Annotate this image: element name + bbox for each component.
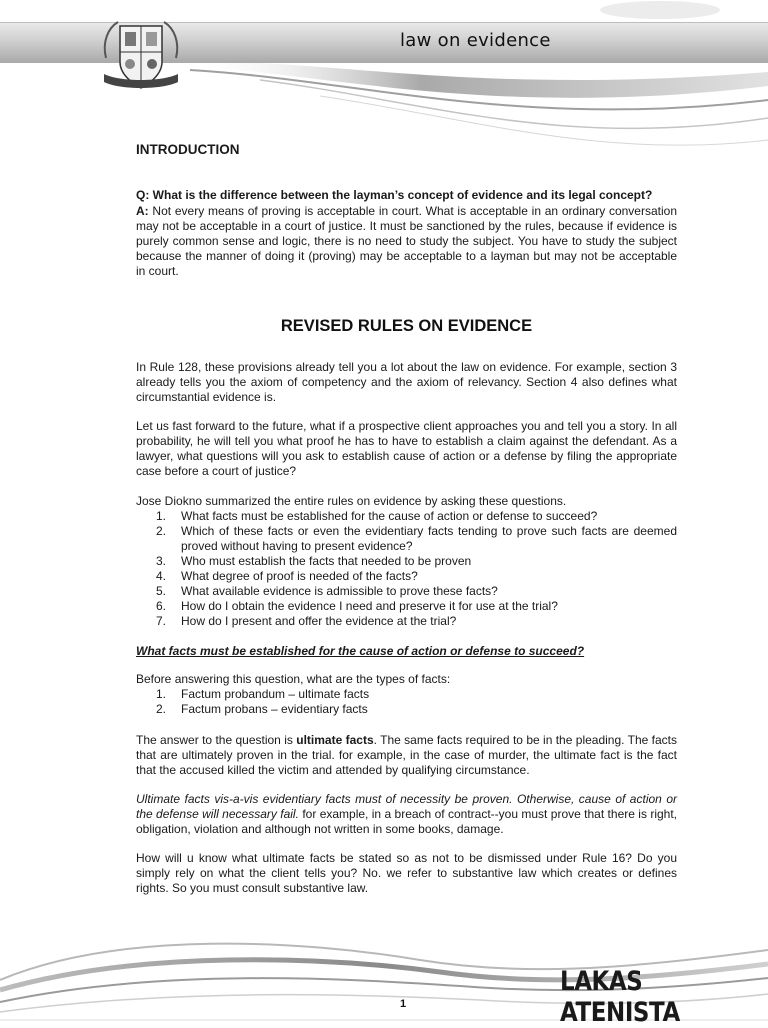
page-number: 1 [400, 998, 407, 1010]
answer-text: Not every means of proving is acceptable in court. What is acceptable in an ordinary conversation may not be acceptable in a court of justice. It must be sanctioned by the rules, because if evidence is purely common sense and logic, there is no need to study the subject. You have to study the subject because the manner of doing it (proving) may be acceptable to a layman but may not be acceptable in court. [136, 204, 677, 278]
answer-paragraph [136, 204, 677, 279]
list-item: 4. What degree of proof is needed of the facts? [156, 569, 418, 583]
list-item: 1. What facts must be established for the cause of action or defense to succeed? [156, 509, 598, 523]
list-item: 2. Which of these facts or even the evidentiary facts tending to prove such facts are deemed proved without having to present evidence? [156, 524, 677, 553]
school-crest-logo [100, 18, 182, 92]
fact-types-list [136, 687, 677, 717]
paragraph-future-client: Let us fast forward to the future, what if a prospective client approaches you and tell you a story. In all probability, he will tell you what proof he has to have to establish a claim against the defendant. As a lawyer, what questions will you ask to establish cause of action or a defense by filing the appropriate case before a court of justice? [136, 419, 677, 478]
paragraph-vis-a-vis: Ultimate facts vis-a-vis evidentiary facts must of necessity be proven. Otherwise, cause of action or the defense will necessary fail. for example, in a breach of contract--you must prove that there is right, obligation, violation and although not written in some books, damage. [136, 792, 678, 836]
ultimate-facts-bold: ultimate facts [296, 733, 374, 747]
list-item: 5. What available evidence is admissible to prove these facts? [156, 584, 498, 598]
footer-brand-logo: LAKAS ATENISTA [560, 966, 680, 1028]
list-item: 1. Factum probandum – ultimate facts [156, 687, 370, 701]
paragraph-rule-16: How will u know what ultimate facts be stated so as not to be dismissed under Rule 16? Do you simply rely on what the client tells you? No. we refer to substantive law which creates or defines rights. So you must consult substantive law. [136, 851, 677, 895]
section-title: REVISED RULES ON EVIDENCE [280, 317, 533, 335]
facts-subheading: What facts must be established for the cause of action or defense to succeed? [136, 644, 585, 658]
fact-types-block [136, 672, 677, 717]
paragraph-ultimate-facts: The answer to the question is ultimate facts. The same facts required to be in the pleading. The facts that are ultimately proven in the trial. for example, in the case of murder, the ultimate fact is the fact that the accused killed the victim and attended by qualifying circumstance. [136, 733, 677, 777]
diokno-questions-list [136, 509, 677, 629]
answer-label: A: [136, 204, 149, 218]
list-item: 6. How do I obtain the evidence I need and preserve it for use at the trial? [156, 599, 558, 613]
list-item: 7. How do I present and offer the evidence at the trial? [156, 614, 457, 628]
vis-a-vis-italic: Ultimate facts vis-a-vis evidentiary facts must of necessity be proven. Otherwise, cause of action or the defense will necessary fail. [136, 792, 677, 821]
list-item: 2. Factum probans – evidentiary facts [156, 702, 368, 716]
document-title: law on evidence [400, 30, 551, 51]
diokno-questions-block [136, 494, 677, 629]
fact-types-intro: Before answering this question, what are the types of facts: [136, 672, 451, 686]
paragraph-rule-128: In Rule 128, these provisions already tell you a lot about the law on evidence. For example, section 3 already tells you the axiom of competency and the axiom of relevancy. Section 4 also defines what circumstantial evidence is. [136, 360, 677, 404]
question-text: Q: What is the difference between the layman’s concept of evidence and its legal concept? [136, 188, 653, 202]
introduction-heading: INTRODUCTION [136, 142, 240, 157]
list-item: 3. Who must establish the facts that needed to be proven [156, 554, 472, 568]
diokno-intro: Jose Diokno summarized the entire rules on evidence by asking these questions. [136, 494, 567, 508]
